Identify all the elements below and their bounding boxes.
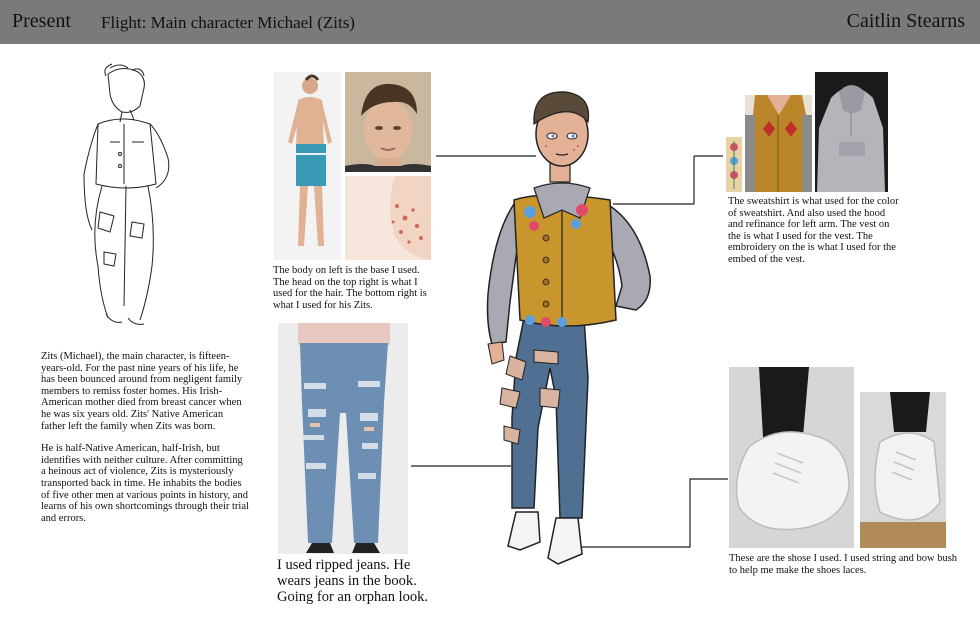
description-paragraph-2: He is half-Native American, half-Irish, but identifies with neither culture. After committing a heinous act of violence, Zits is mysteriously transported back in time. He inhabits the bodies of five other men at various points in history, and learns of his own shortcomings through their trial and errors. bbox=[41, 443, 249, 524]
line-art-sketch bbox=[70, 62, 190, 332]
shoe-reference-photo-small bbox=[860, 392, 946, 548]
author-name: Caitlin Stearns bbox=[846, 10, 965, 32]
embroidery-reference-photo bbox=[726, 137, 742, 192]
acne-reference-photo bbox=[345, 176, 431, 260]
jeans-caption: I used ripped jeans. He wears jeans in the book. Going for an orphan look. bbox=[277, 557, 429, 605]
body-reference-photo bbox=[274, 72, 341, 260]
sweatshirt-vest-caption: The sweatshirt is what used for the color of sweatshirt. And also used the hood and refinance for left arm. The vest on the is what I used for the vest. The embroidery on the is what I used for the embed of the vest. bbox=[728, 196, 899, 265]
vest-reference-photo bbox=[745, 95, 812, 192]
description-paragraph-1: Zits (Michael), the main character, is fifteen-years-old. For the past nine years of his life, he has been bounced around from negligent family members to remiss foster homes. His Irish-American mother died from breast cancer when he was six years old. Zits' Native American father left the family when Zits was born. bbox=[41, 351, 243, 432]
shoe-reference-photo-large bbox=[729, 367, 854, 548]
page-title: Flight: Main character Michael (Zits) bbox=[101, 13, 355, 32]
character-illustration bbox=[470, 88, 670, 570]
shoes-caption: These are the shose I used. I used string and bow bush to help me make the shoes laces. bbox=[729, 553, 958, 576]
character-description bbox=[41, 351, 249, 535]
sweatshirt-reference-photo bbox=[815, 72, 888, 192]
head-hair-reference-photo bbox=[345, 72, 431, 172]
ripped-jeans-photo bbox=[278, 323, 408, 554]
present-label: Present bbox=[12, 10, 71, 32]
body-refs-caption: The body on left is the base I used. The head on the top right is what I used for the hair. The bottom right is what I used for his Zits. bbox=[273, 265, 427, 311]
